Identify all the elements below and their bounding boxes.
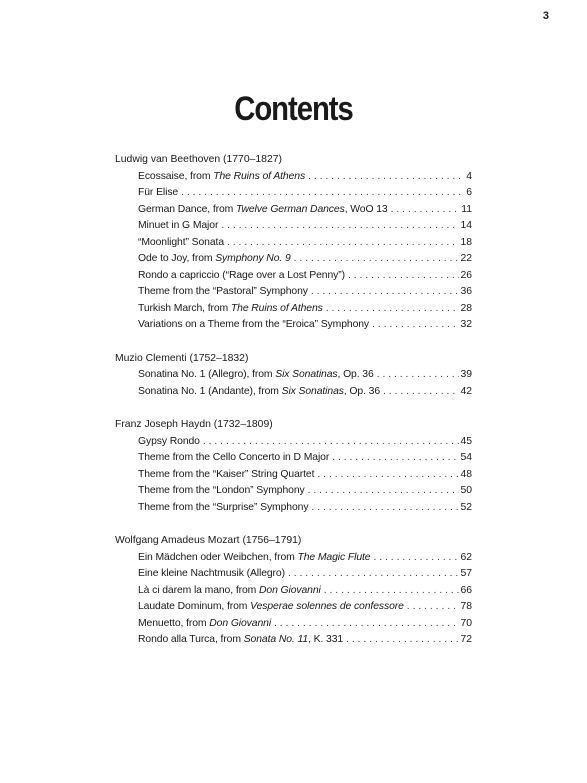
composer-heading: Franz Joseph Haydn (1732–1809) xyxy=(115,419,273,430)
entry-text: “Moonlight” Sonata xyxy=(138,236,224,248)
composer-heading: Wolfgang Amadeus Mozart (1756–1791) xyxy=(115,535,302,546)
page-title: Contents xyxy=(234,90,353,128)
entry-page-number: 50 xyxy=(460,485,472,496)
entry-title xyxy=(138,284,308,301)
entry-title xyxy=(138,367,374,384)
entry-title xyxy=(138,467,314,484)
toc-entry xyxy=(115,169,472,186)
entry-title xyxy=(138,566,285,583)
entry-suffix: , K. 331 xyxy=(308,634,344,645)
toc-entry xyxy=(115,616,472,633)
composer-heading: Muzio Clementi (1752–1832) xyxy=(115,352,249,364)
toc-entry xyxy=(115,550,472,567)
entry-page-number: 48 xyxy=(460,468,472,480)
toc-entry xyxy=(115,218,472,235)
entry-text: Für Elise xyxy=(138,187,179,198)
entry-title xyxy=(138,218,218,235)
entry-text: Turkish March, from xyxy=(138,302,231,314)
entry-title xyxy=(138,202,388,219)
dot-leader xyxy=(377,367,460,384)
entry-page-number: 36 xyxy=(460,286,472,297)
entry-title xyxy=(138,301,323,318)
entry-work-title: Don Giovanni xyxy=(258,584,321,596)
entry-page-number: 78 xyxy=(460,601,472,612)
entry-page-number: 28 xyxy=(460,302,472,314)
toc-entry xyxy=(115,500,472,517)
entry-page-number: 45 xyxy=(460,435,472,447)
toc-entry xyxy=(115,284,472,301)
dot-leader xyxy=(383,384,459,401)
entry-title xyxy=(138,235,224,252)
dot-leader xyxy=(372,317,459,334)
entry-text: Menuetto, from xyxy=(138,617,210,629)
entry-title xyxy=(138,251,291,268)
entry-text: Theme from the “Surprise” Symphony xyxy=(138,501,309,513)
entry-text: Sonatina No. 1 (Allegro), from xyxy=(138,369,276,380)
entry-page-number: 42 xyxy=(460,385,472,397)
entry-title xyxy=(138,583,321,600)
entry-text: Variations on a Theme from the “Eroica” Symphony xyxy=(138,319,370,330)
entry-title xyxy=(138,450,329,467)
entry-work-title: Twelve German Dances xyxy=(236,203,345,215)
entry-page-number: 66 xyxy=(460,584,472,596)
entry-work-title: The Ruins of Athens xyxy=(213,170,306,182)
composer-section xyxy=(115,533,472,649)
entry-text: Theme from the “Kaiser” String Quartet xyxy=(138,468,315,480)
entry-work-title: Six Sonatinas xyxy=(281,385,344,397)
entry-text: Theme from the “Pastoral” Symphony xyxy=(138,286,308,297)
entry-page-number: 18 xyxy=(460,236,472,248)
entry-work-title: Vesperae solennes de confessore xyxy=(250,601,404,612)
entry-page-number: 14 xyxy=(460,220,472,231)
entry-work-title: Sonata No. 11 xyxy=(243,634,309,645)
entry-text: Theme from the Cello Concerto in D Major xyxy=(138,452,330,463)
dot-leader xyxy=(221,218,459,235)
toc-entry xyxy=(115,235,472,252)
entry-page-number: 62 xyxy=(460,551,472,563)
entry-work-title: Don Giovanni xyxy=(209,617,272,629)
dot-leader xyxy=(407,599,460,616)
dot-leader xyxy=(391,202,461,219)
entry-title xyxy=(138,599,404,616)
toc-entry xyxy=(115,566,472,583)
dot-leader xyxy=(373,550,459,567)
dot-leader xyxy=(227,235,459,252)
dot-leader xyxy=(311,500,459,517)
entry-page-number: 4 xyxy=(466,170,472,182)
composer-heading: Ludwig van Beethoven (1770–1827) xyxy=(115,154,282,165)
entry-text: Laudate Dominum, from xyxy=(138,601,251,612)
toc-entry xyxy=(115,434,472,451)
entry-page-number: 39 xyxy=(460,369,472,380)
entry-text: Gypsy Rondo xyxy=(138,435,200,447)
entry-title xyxy=(138,632,343,649)
dot-leader xyxy=(288,566,459,583)
entry-title xyxy=(138,616,271,633)
entry-page-number: 70 xyxy=(460,617,472,629)
entry-suffix: , Op. 36 xyxy=(337,369,374,380)
entry-page-number: 6 xyxy=(466,187,472,198)
dot-leader xyxy=(308,483,460,500)
dot-leader xyxy=(317,467,459,484)
entry-text: Rondo alla Turca, from xyxy=(138,634,244,645)
entry-suffix: , Op. 36 xyxy=(343,385,381,397)
toc-entry xyxy=(115,185,472,202)
toc-entry xyxy=(115,483,472,500)
entry-text: Minuet in G Major xyxy=(138,220,219,231)
entry-title xyxy=(138,185,178,202)
dot-leader xyxy=(332,450,459,467)
dot-leader xyxy=(348,268,459,285)
entry-text: Là ci darem la mano, from xyxy=(138,584,259,596)
toc-entry xyxy=(115,467,472,484)
toc-entry xyxy=(115,632,472,649)
toc-entry xyxy=(115,301,472,318)
entry-page-number: 52 xyxy=(460,501,472,513)
composer-section xyxy=(115,152,472,334)
toc-entry xyxy=(115,384,472,401)
toc-entry xyxy=(115,583,472,600)
entry-title xyxy=(138,384,380,401)
dot-leader xyxy=(294,251,460,268)
entry-text: Theme from the “London” Symphony xyxy=(138,485,305,496)
entry-title xyxy=(138,434,200,451)
composer-section xyxy=(115,351,472,401)
entry-page-number: 26 xyxy=(460,269,472,281)
dot-leader xyxy=(311,284,460,301)
entry-text: Eine kleine Nachtmusik (Allegro) xyxy=(138,568,285,579)
entry-suffix: , WoO 13 xyxy=(344,203,388,215)
entry-page-number: 32 xyxy=(460,319,472,330)
toc-entry xyxy=(115,268,472,285)
entry-page-number: 22 xyxy=(460,253,472,264)
entry-text: Ode to Joy, from xyxy=(138,253,216,264)
entry-text: Rondo a capriccio (“Rage over a Lost Penny”) xyxy=(138,269,345,281)
entry-work-title: Symphony No. 9 xyxy=(215,253,291,264)
entry-work-title: Six Sonatinas xyxy=(275,369,338,380)
entry-page-number: 72 xyxy=(460,634,472,645)
entry-title xyxy=(138,169,305,186)
entry-title xyxy=(138,317,369,334)
entry-page-number: 54 xyxy=(460,452,472,463)
table-of-contents xyxy=(115,152,472,666)
entry-text: German Dance, from xyxy=(138,203,236,215)
entry-title xyxy=(138,550,370,567)
toc-entry xyxy=(115,599,472,616)
dot-leader xyxy=(326,301,460,318)
page-number: 3 xyxy=(542,10,549,22)
dot-leader xyxy=(203,434,460,451)
entry-text: Ein Mädchen oder Weibchen, from xyxy=(138,551,298,563)
entry-title xyxy=(138,268,345,285)
dot-leader xyxy=(324,583,460,600)
dot-leader xyxy=(181,185,465,202)
entry-text: Ecossaise, from xyxy=(138,170,214,182)
entry-text: Sonatina No. 1 (Andante), from xyxy=(138,385,282,397)
entry-page-number: 11 xyxy=(461,203,472,215)
dot-leader xyxy=(308,169,465,186)
toc-entry xyxy=(115,251,472,268)
toc-entry xyxy=(115,317,472,334)
entry-title xyxy=(138,500,308,517)
entry-page-number: 57 xyxy=(460,568,472,579)
toc-entry xyxy=(115,367,472,384)
composer-section xyxy=(115,417,472,516)
entry-title xyxy=(138,483,305,500)
toc-entry xyxy=(115,450,472,467)
entry-work-title: The Magic Flute xyxy=(297,551,371,563)
dot-leader xyxy=(346,632,459,649)
dot-leader xyxy=(274,616,459,633)
toc-entry xyxy=(115,202,472,219)
entry-work-title: The Ruins of Athens xyxy=(230,302,323,314)
